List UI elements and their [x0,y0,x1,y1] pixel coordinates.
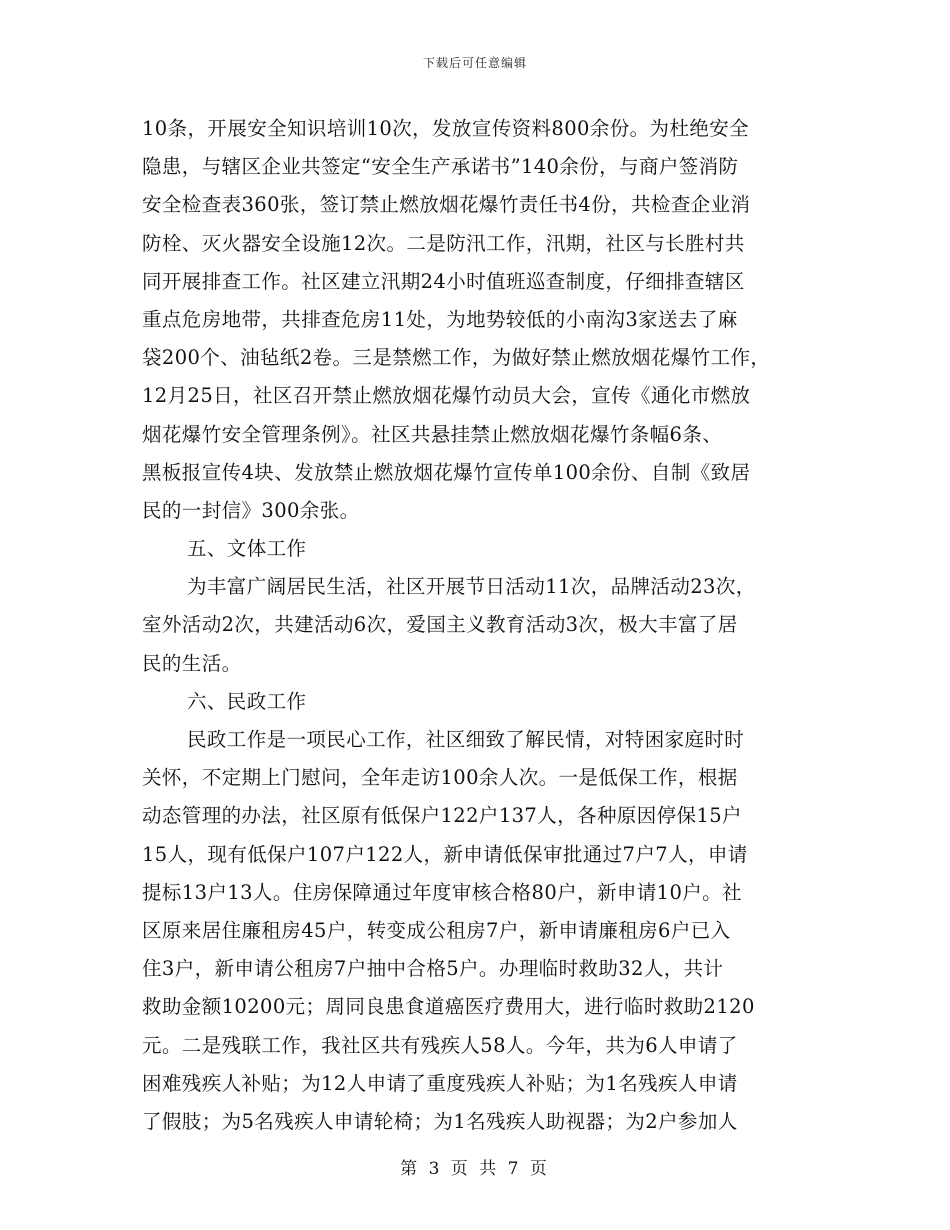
text-line: 室外活动2次，共建活动6次，爱国主义教育活动3次，极大丰富了居 [142,613,738,637]
text-line: 关怀，不定期上门慰问，全年走访100余人次。一是低保工作，根据 [142,766,738,790]
text-line: 同开展排查工作。社区建立汛期24小时值班巡查制度，仔细排查辖区 [142,269,745,293]
text-line: 住3户，新申请公租房7户抽中合格5户。办理临时救助32人，共计 [142,957,724,981]
text-line: 民的生活。 [142,651,242,675]
text-line: 10条，开展安全知识培训10次，发放宣传资料800余份。为杜绝安全 [142,117,750,140]
text-line: 困难残疾人补贴；为12人申请了重度残疾人补贴；为1名残疾人申请 [142,1071,738,1095]
text-line: 隐患，与辖区企业共签定“安全生产承诺书”140余份，与商户签消防 [142,155,739,179]
text-line: 烟花爆竹安全管理条例》。社区共悬挂禁止燃放烟花爆竹条幅6条、 [142,422,723,446]
text-line: 民政工作是一项民心工作，社区细致了解民情，对特困家庭时时 [187,728,745,751]
page-header-note: 下载后可任意编辑 [422,56,527,70]
text-line: 元。二是残联工作，我社区共有残疾人58人。今年，共为6人申请了 [142,1033,738,1057]
text-line: 为丰富广阔居民生活，社区开展节日活动11次，品牌活动23次， [187,575,756,599]
text-line: 袋200个、油毡纸2卷。三是禁燃工作，为做好禁止燃放烟花爆竹工作， [142,346,771,370]
text-line: 重点危房地带，共排查危房11处，为地势较低的小南沟3家送去了麻 [142,307,738,331]
text-line: 12月25日，社区召开禁止燃放烟花爆竹动员大会，宣传《通化市燃放 [142,384,751,408]
text-line: 救助金额10200元；周同良患食道癌医疗费用大，进行临时救助2120 [142,995,755,1019]
text-line: 安全检查表360张，签订禁止燃放烟花爆竹责任书4份，共检查企业消 [142,193,751,217]
text-line: 黑板报宣传4块、发放禁止燃放烟花爆竹宣传单100余份、自制《致居 [142,460,751,484]
text-line: 区原来居住廉租房45户，转变成公租房7户，新申请廉租房6户已入 [142,918,731,942]
section-heading-civil-affairs: 六、民政工作 [187,689,307,713]
text-line: 动态管理的办法，社区原有低保户122户137人，各种原因停保15户 [142,804,742,828]
text-line: 提标13户13人。住房保障通过年度审核合格80户，新申请10户。社 [142,880,742,904]
text-line: 防栓、灭火器安全设施12次。二是防汛工作，汛期，社区与长胜村共 [142,231,745,255]
text-line: 了假肢；为5名残疾人申请轮椅；为1名残疾人助视器；为2户参加人 [142,1109,738,1133]
document-body [142,110,818,1141]
page-number: 第 3 页 共 7 页 [400,1159,550,1179]
section-heading-sports: 五、文体工作 [187,537,307,561]
text-line: 15人，现有低保户107户122人，新申请低保审批通过7户7人，申请 [142,842,748,866]
text-line: 民的一封信》300余张。 [142,498,360,522]
